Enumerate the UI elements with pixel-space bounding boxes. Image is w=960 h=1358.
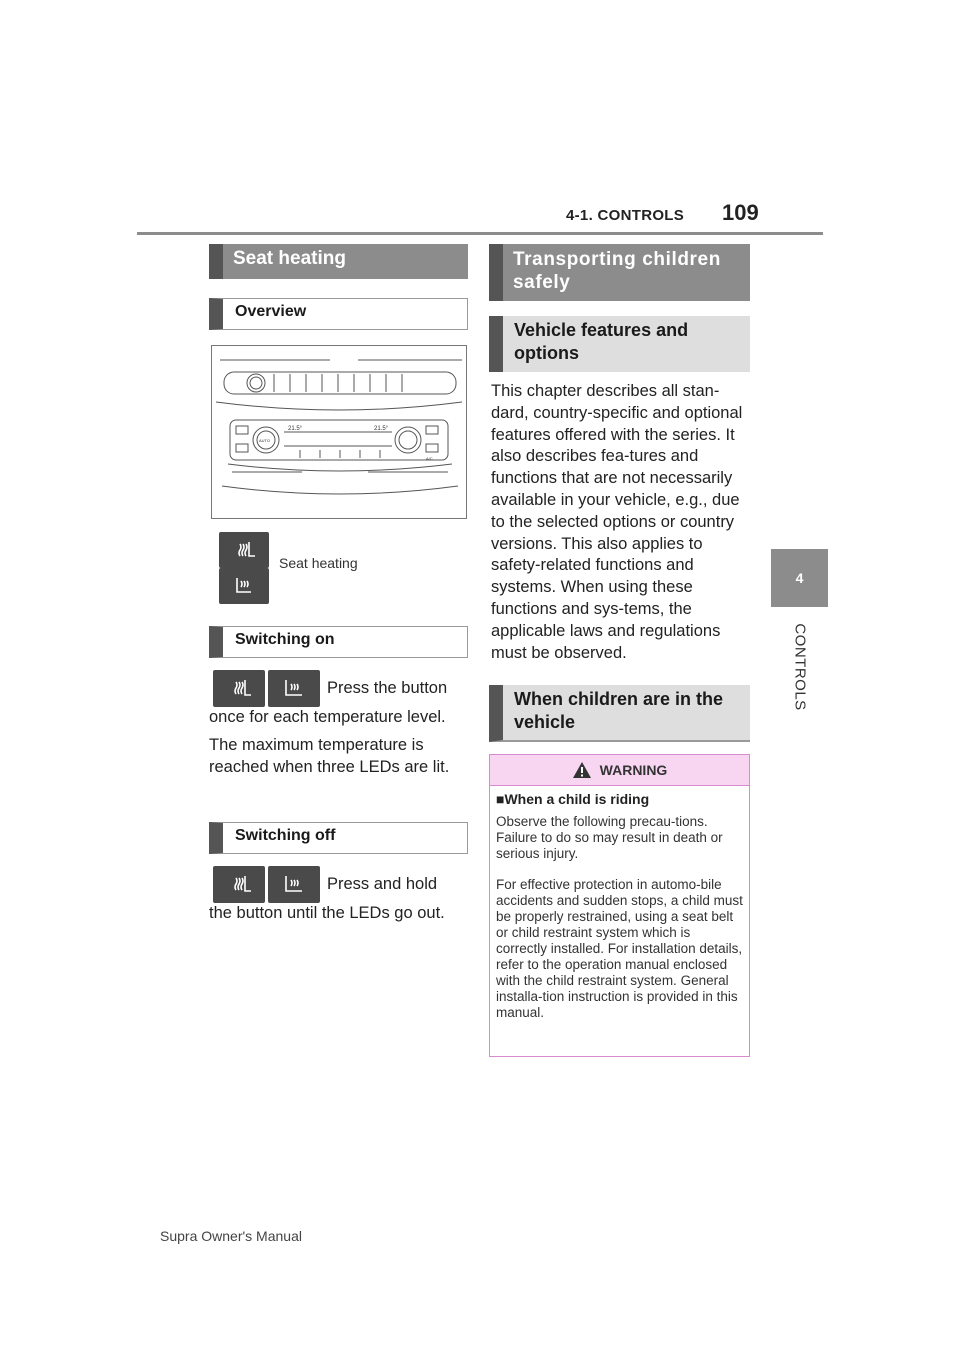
subsection-title-switching-off: Switching off [209,822,468,854]
backrest-heat-icon-off [213,866,265,903]
warning-bullet-icon: ■ [496,791,505,807]
cushion-heat-icon [268,670,320,707]
chapter-tab-label [771,617,828,717]
vehicle-features-paragraph: This chapter describes all stan-dard, country-specific and optional features offered with the series. It also describes fea-tures and functions that are not necessarily available in your vehicle, e.g., due to the selected options or country versions. This also applies to safety-related functions and systems. When using these functions and sys-tems, the applicable laws and regulations must be observed. [491,382,743,662]
seat-cushion-heat-icon [219,568,269,604]
switching-off-rest: the button until the LEDs go out. [209,904,445,922]
cushion-heat-icon-off [268,866,320,903]
switching-off-lead: Press and hold [327,875,438,893]
page-number: 109 [722,200,759,225]
panel-auto-label: AUTO [259,438,271,443]
warning-heading-text: When a child is riding [504,791,650,807]
warning-header [490,755,749,786]
seat-heating-button-cushion-off [268,866,320,903]
climate-panel-illustration [211,345,467,519]
switching-on-rest: once for each temperature level. [209,708,446,726]
chapter-tab-label-text: CONTROLS [791,623,808,711]
switching-on-lead: Press the button [327,679,448,697]
seat-heating-button-backrest [213,670,265,707]
warning-box [489,754,750,1057]
header-rule [137,232,823,235]
seat-heating-icon [219,532,269,568]
seat-heating-caption: Seat heating [279,555,358,571]
warning-text-2: For effective protection in automo-bile accidents and sudden stops, a child must be properly restrained, using a seat belt or child restraint system which is correctly installed. For installation details, refer to the operation manual enclosed with the child restraint system. General installa-tion instruction is provided in this manual. [496,877,743,1020]
panel-temp-right: 21.5° [374,426,389,432]
max-temperature-text: The maximum temperature is reached when three LEDs are lit. [209,736,450,776]
footer-text: Supra Owner's Manual [160,1228,302,1244]
section-title-seat-heating: Seat heating [209,244,468,279]
seat-cushion-heat-glyph [219,568,269,604]
chapter-tab-number: 4 [771,549,828,607]
panel-ac-label: A/C [426,456,433,461]
subsection-title-children-in-vehicle: When children are in the vehicle [489,685,750,742]
chapter-title: 4-1. CONTROLS [566,207,685,224]
subsection-title-switching-on: Switching on [209,626,468,658]
panel-temp-left: 21.5° [288,426,303,432]
subsection-title-vehicle-features: Vehicle features and options [489,316,750,372]
subsection-title-overview: Overview [209,298,468,330]
seat-heating-button-backrest-off [213,866,265,903]
warning-triangle-icon [572,761,592,779]
section-title-transporting-children: Transporting children safely [489,244,750,301]
warning-label: WARNING [599,762,668,778]
warning-heading [496,791,743,807]
backrest-heat-icon [213,670,265,707]
warning-text-1: Observe the following precau-tions. Failure to do so may result in death or serious injury. [496,814,723,861]
climate-panel-drawing [212,346,466,518]
seat-backrest-heat-icon [219,532,269,568]
seat-heating-button-cushion [268,670,320,707]
